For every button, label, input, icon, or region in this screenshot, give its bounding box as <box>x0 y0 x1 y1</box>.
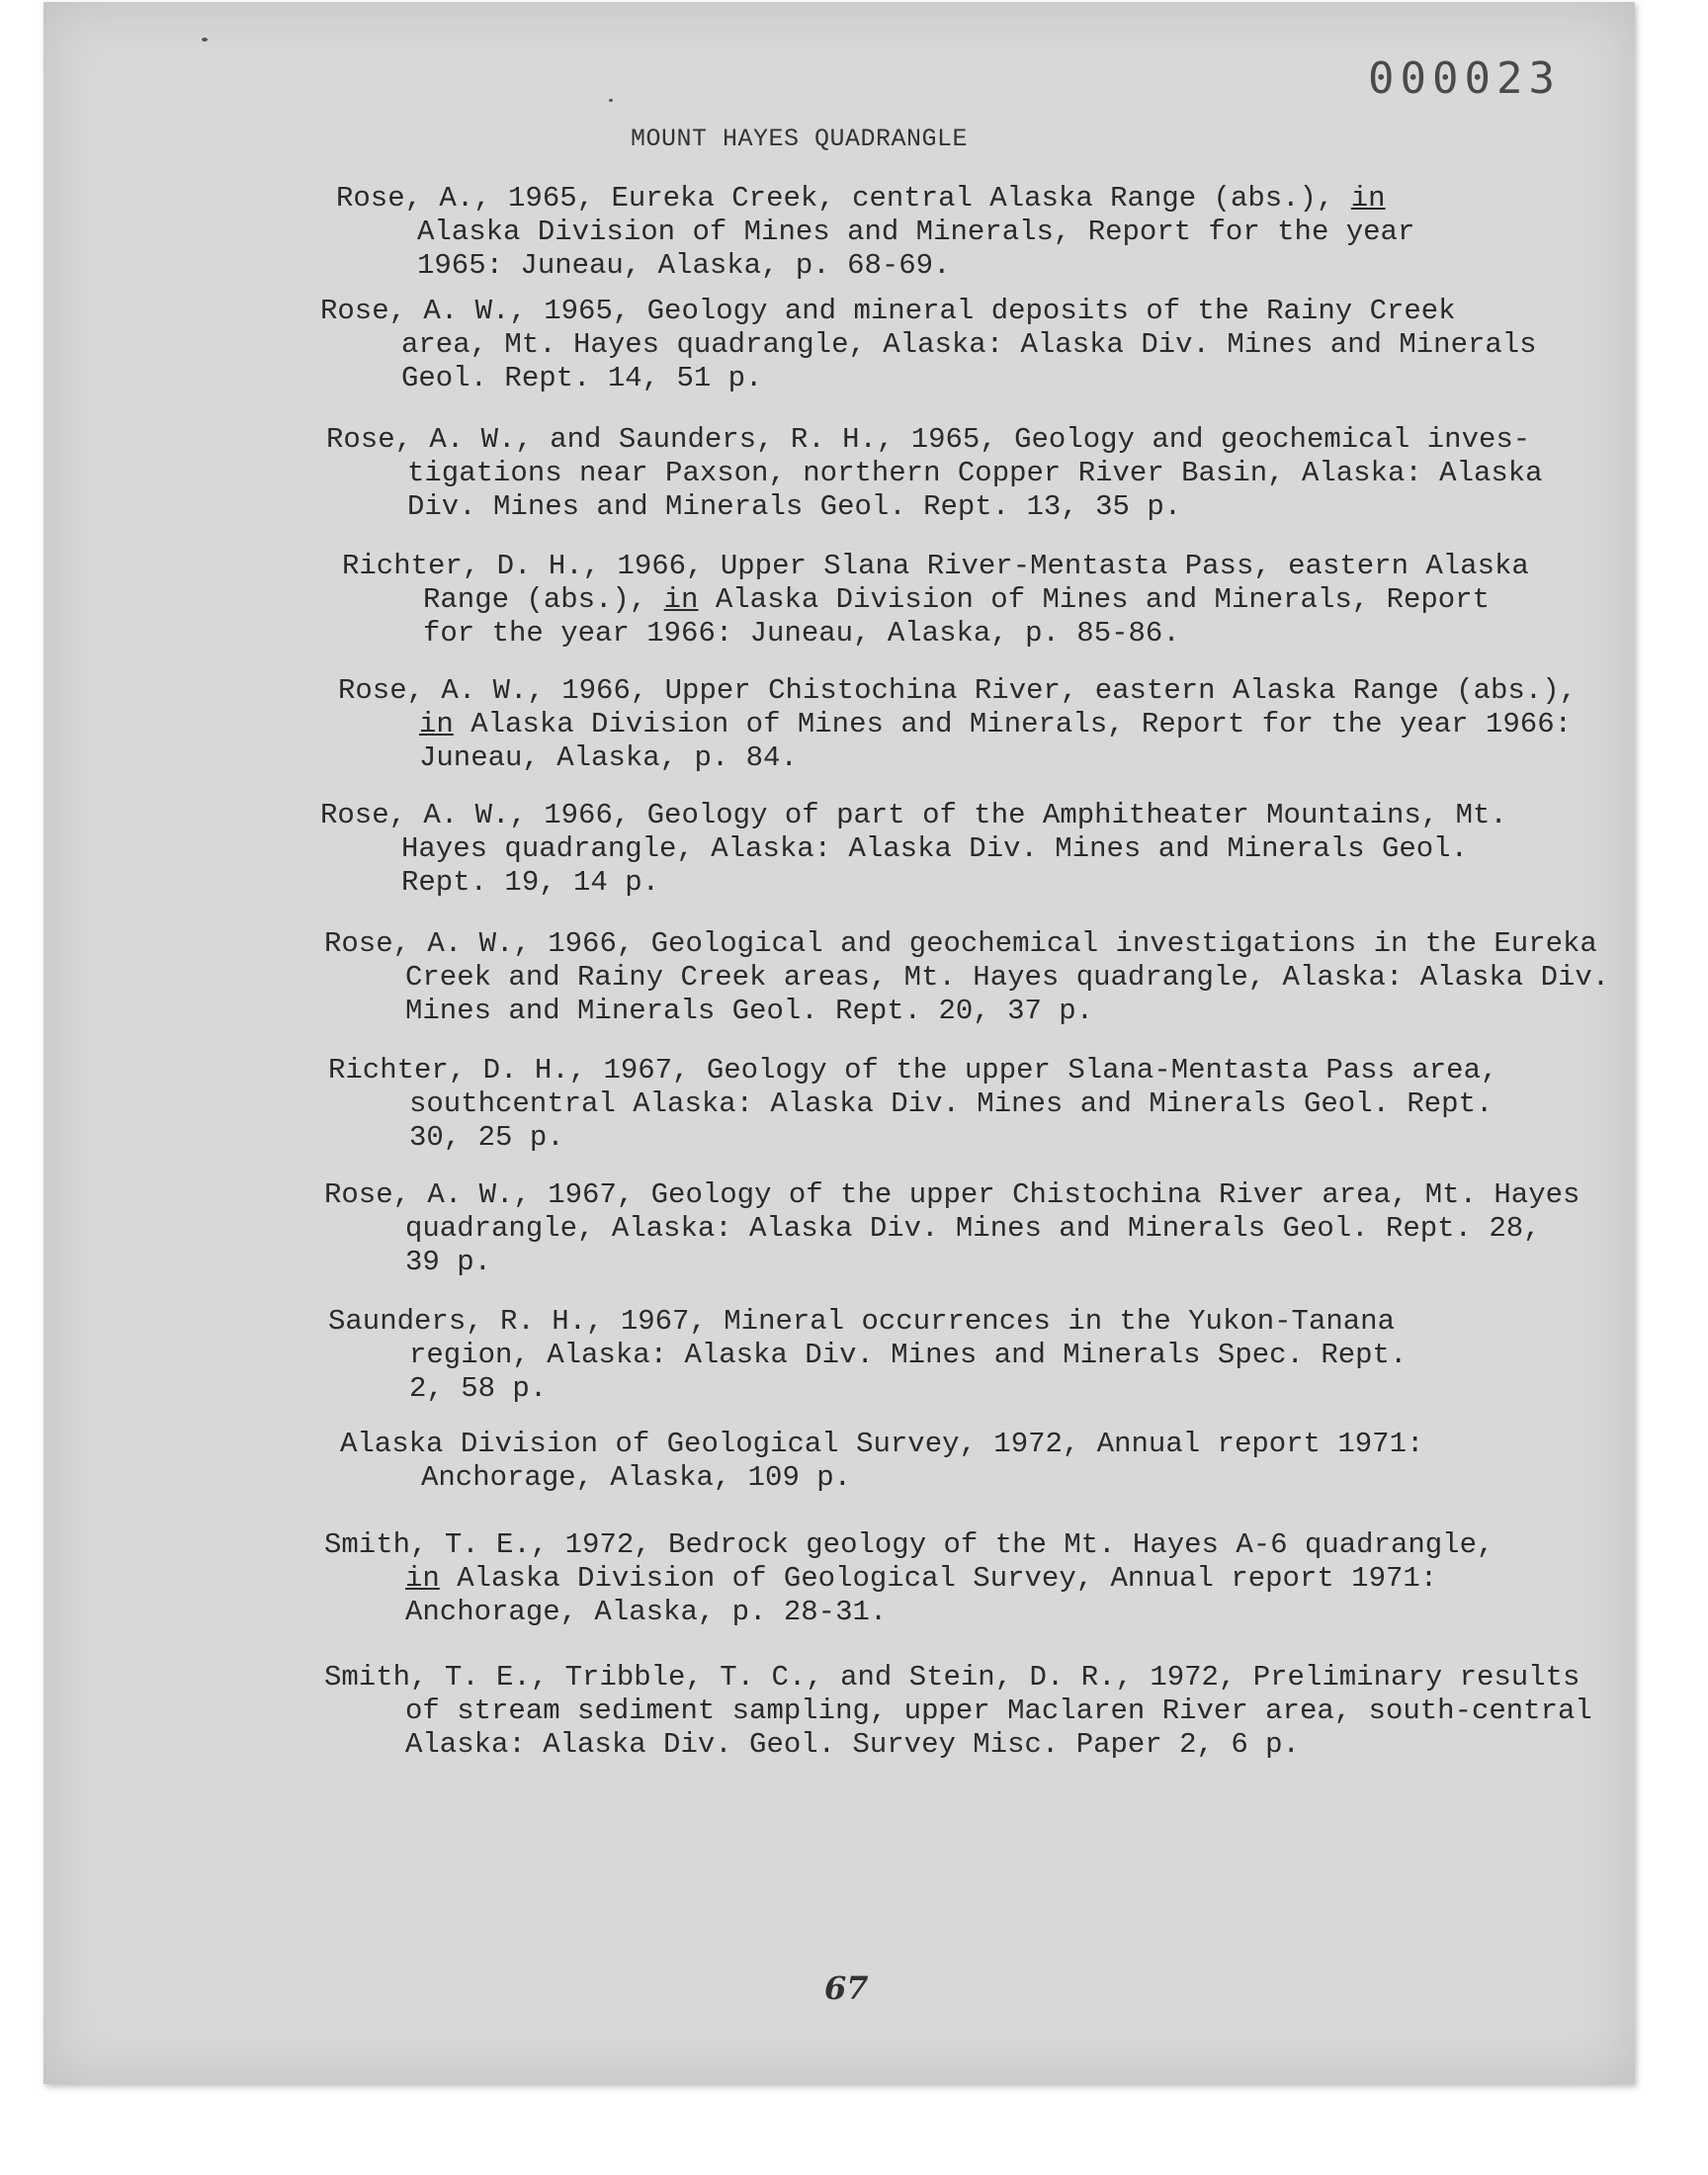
entry-text: Alaska Division of Mines and Minerals, Report <box>698 583 1490 616</box>
entry-line: of stream sediment sampling, upper Maclaren River area, south-central <box>405 1695 1592 1727</box>
entry-line: 1965: Juneau, Alaska, p. 68-69. <box>417 249 951 282</box>
reference-entry <box>340 1428 1423 1495</box>
entry-line: Anchorage, Alaska, p. 28-31. <box>405 1596 888 1628</box>
entry-text-underlined: in <box>1350 182 1386 215</box>
reference-entry <box>324 927 1609 1028</box>
reference-entry <box>326 423 1543 524</box>
entry-line: Div. Mines and Minerals Geol. Rept. 13, 35 p. <box>407 490 1182 523</box>
entry-line <box>338 708 1577 741</box>
reference-entry <box>328 1054 1497 1155</box>
entry-line: Rose, A. W., 1966, Upper Chistochina River, eastern Alaska Range (abs.), <box>338 674 1578 707</box>
reference-entry <box>324 1661 1592 1762</box>
document-number: 000023 <box>1368 53 1561 104</box>
entry-line: 2, 58 p. <box>409 1372 548 1405</box>
reference-entry <box>324 1528 1494 1629</box>
entry-line: Alaska Division of Geological Survey, 1972, Annual report 1971: <box>340 1428 1424 1460</box>
entry-line: region, Alaska: Alaska Div. Mines and Minerals Spec. Rept. <box>409 1339 1408 1371</box>
entry-line: Alaska: Alaska Div. Geol. Survey Misc. Paper 2, 6 p. <box>405 1728 1300 1761</box>
entry-line <box>336 182 1414 216</box>
entry-line: Rose, A. W., 1966, Geology of part of the Amphitheater Mountains, Mt. <box>320 799 1507 831</box>
entry-line <box>324 1562 1494 1596</box>
ink-speck <box>609 99 613 102</box>
entry-line: Geol. Rept. 14, 51 p. <box>401 362 763 394</box>
entry-line: Smith, T. E., Tribble, T. C., and Stein, D. R., 1972, Preliminary results <box>324 1661 1580 1694</box>
reference-entry <box>338 674 1577 775</box>
reference-entry <box>336 182 1414 283</box>
entry-line: Smith, T. E., 1972, Bedrock geology of the Mt. Hayes A-6 quadrangle, <box>324 1528 1494 1561</box>
entry-line: tigations near Paxson, northern Copper River Basin, Alaska: Alaska <box>407 457 1543 489</box>
entry-line: Alaska Division of Mines and Minerals, Report for the year <box>417 216 1415 248</box>
reference-entry <box>328 1305 1407 1406</box>
entry-line: Rept. 19, 14 p. <box>401 866 660 899</box>
entry-line: Juneau, Alaska, p. 84. <box>419 741 798 774</box>
entry-line: Creek and Rainy Creek areas, Mt. Hayes quadrangle, Alaska: Alaska Div. <box>405 961 1610 994</box>
reference-entry <box>324 1178 1580 1279</box>
entry-line: for the year 1966: Juneau, Alaska, p. 85-86. <box>423 617 1180 650</box>
entry-line: Saunders, R. H., 1967, Mineral occurrences in the Yukon-Tanana <box>328 1305 1395 1338</box>
entry-line: Rose, A. W., and Saunders, R. H., 1965, Geology and geochemical inves- <box>326 423 1531 456</box>
entry-line: Rose, A. W., 1967, Geology of the upper Chistochina River area, Mt. Hayes <box>324 1178 1580 1211</box>
entry-text-underlined: in <box>663 583 699 616</box>
entry-line: area, Mt. Hayes quadrangle, Alaska: Alaska Div. Mines and Minerals <box>401 328 1537 361</box>
entry-line: Anchorage, Alaska, 109 p. <box>421 1461 852 1494</box>
reference-entry <box>342 550 1529 651</box>
page-title: MOUNT HAYES QUADRANGLE <box>631 125 969 153</box>
entry-line: Hayes quadrangle, Alaska: Alaska Div. Mines and Minerals Geol. <box>401 832 1468 865</box>
entry-line: Richter, D. H., 1966, Upper Slana River-Mentasta Pass, eastern Alaska <box>342 550 1529 582</box>
entry-line: Mines and Minerals Geol. Rept. 20, 37 p. <box>405 995 1094 1027</box>
entry-text: Range (abs.), <box>423 583 664 616</box>
ink-speck <box>202 38 208 42</box>
page-number: 67 <box>824 1969 869 2007</box>
entry-line: 39 p. <box>405 1246 492 1278</box>
entry-line: Rose, A. W., 1966, Geological and geochemical investigations in the Eureka <box>324 927 1597 960</box>
entry-text: Alaska Division of Mines and Minerals, Report for the year 1966: <box>453 708 1572 740</box>
reference-entry <box>320 799 1507 900</box>
entry-line: southcentral Alaska: Alaska Div. Mines and Minerals Geol. Rept. <box>409 1088 1494 1120</box>
entry-text: Alaska Division of Geological Survey, Annual report 1971: <box>439 1562 1438 1595</box>
entry-line: 30, 25 p. <box>409 1121 564 1154</box>
document-page <box>43 2 1635 2084</box>
entry-text: Rose, A., 1965, Eureka Creek, central Alaska Range (abs.), <box>336 182 1351 215</box>
reference-entry <box>320 295 1537 395</box>
entry-line: Rose, A. W., 1965, Geology and mineral deposits of the Rainy Creek <box>320 295 1456 327</box>
entry-line: Richter, D. H., 1967, Geology of the upper Slana-Mentasta Pass area, <box>328 1054 1498 1087</box>
entry-text-underlined: in <box>419 708 454 740</box>
entry-line: quadrangle, Alaska: Alaska Div. Mines and Minerals Geol. Rept. 28, <box>405 1212 1541 1245</box>
entry-text-underlined: in <box>405 1562 440 1595</box>
entry-line <box>342 583 1529 617</box>
